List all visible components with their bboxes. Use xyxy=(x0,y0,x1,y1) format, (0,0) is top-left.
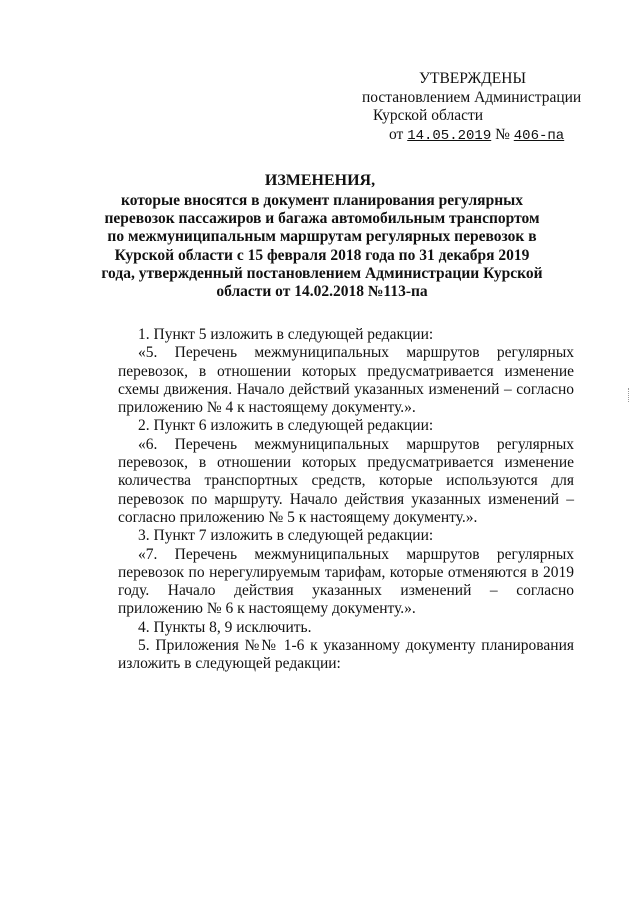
date-prefix: от xyxy=(389,125,404,143)
approval-heading: УТВЕРЖДЕНЫ xyxy=(419,70,526,87)
approval-date-line xyxy=(362,126,612,146)
document-title: ИЗМЕНЕНИЯ, xyxy=(264,172,376,189)
paragraph-3: 2. Пункт 6 изложить в следующей редакции: xyxy=(138,417,434,435)
paragraph-2: «5. Перечень межмуниципальных маршрутов регулярных перевозок, в отношении которых предусматривается изменение схемы движения. Начало действий указанных изменений – согласно приложению № 4 к настоящему документу.». xyxy=(118,344,574,417)
approval-region: Курской области xyxy=(373,107,484,124)
approval-date: 14.05.2019 xyxy=(407,127,492,144)
paragraph-6: «7. Перечень межмуниципальных маршрутов регулярных перевозок по нерегулируемым тарифам, которые отменяются в 2019 году. Начало действия указанных изменений – согласно приложению № 6 к настоящему документу.». xyxy=(118,545,574,618)
paragraph-7: 4. Пункты 8, 9 исключить. xyxy=(138,618,312,636)
approval-by-line: постановлением Администрации xyxy=(362,88,582,106)
document-subtitle: которые вносятся в документ планирования регулярных перевозок пассажиров и багажа автомобильным транспортом по межмуниципальным маршрутам регулярных перевозок в Курской области с 15 февраля 2018 года по 31 декабря 2019 года, утвержденный постановлением Администрации Курской области от 14.02.2018 №113-па xyxy=(101,192,543,301)
paragraph-5: 3. Пункт 7 изложить в следующей редакции: xyxy=(138,527,434,545)
paragraph-4: «6. Перечень межмуниципальных маршрутов регулярных перевозок, в отношении которых предусматривается изменение количества транспортных средств, которые используются для перевозок по маршруту. Начало действия указанных изменений – согласно приложению № 5 к настоящему документу.». xyxy=(118,435,574,526)
document-body xyxy=(118,326,574,674)
scan-margin-mark xyxy=(628,388,632,402)
number-prefix: № xyxy=(495,125,510,143)
approval-stamp xyxy=(362,70,612,145)
approval-number: 406-па xyxy=(513,127,565,144)
paragraph-1: 1. Пункт 5 изложить в следующей редакции: xyxy=(138,326,434,343)
paragraph-8: 5. Приложения №№ 1-6 к указанному документу планирования изложить в следующей редакции: xyxy=(118,637,574,673)
